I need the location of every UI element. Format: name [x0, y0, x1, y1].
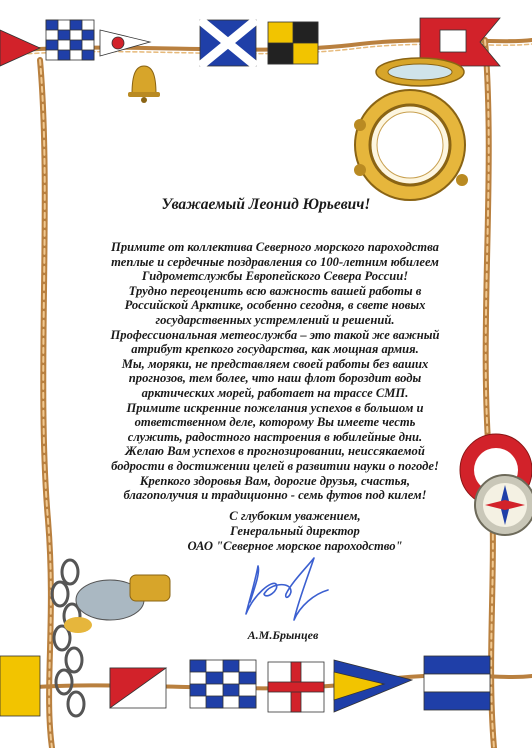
handwritten-signature — [228, 554, 338, 628]
ship-bell-illustration — [128, 66, 160, 103]
closing-line: ОАО "Северное морское пароходство" — [187, 539, 403, 553]
porthole-illustration — [354, 58, 468, 200]
letter-body-line: теплые и сердечные поздравления со 100-летним юбилеем — [111, 254, 439, 269]
letter-body-line: Примите искренние пожелания успехов в большом и — [126, 400, 424, 415]
letter-body-line: Примите от коллектива Северного морского пароходства — [111, 240, 439, 254]
letter-greeting: Уважаемый Леонид Юрьевич! — [161, 196, 371, 213]
letter-body-line: арктических морей, работает на трассе СМП. — [141, 385, 409, 400]
letter-body-line: благополучия и традиционно - семь футов под килем! — [123, 488, 427, 503]
letter-closing — [160, 509, 430, 554]
letter-body-line: Гидрометслужбы Европейского Севера России! — [141, 269, 409, 284]
closing-line: С глубоким уважением, — [229, 509, 361, 523]
letter-body — [60, 240, 490, 503]
signatory-name: А.М.Брынцев — [247, 628, 319, 642]
letter-body-line: Профессиональная метеослужба – это такой же важный — [110, 327, 440, 342]
letter-body-line: ответственном деле, которому Вы имеете честь — [134, 415, 416, 430]
anchor-chain-illustration — [52, 560, 84, 716]
letter-body-line: государственных устремлений и решений. — [155, 312, 395, 327]
letter-body-line: Желаю Вам успехов в прогнозировании, неиссякаемой — [125, 444, 425, 459]
letter-body-line: атрибут крепкого государства, как мощная армия. — [131, 342, 419, 357]
letter-body-line: Трудно переоценить всю важность вашей работы в — [128, 283, 422, 298]
gear-fittings-illustration — [64, 575, 170, 633]
letter-body-line: прогнозов, тем более, что наш флот бороздит воды — [128, 371, 422, 386]
letter-body-line: служить, радостного настроения в юбилейные дни. — [127, 429, 423, 444]
letter-body-line: Крепкого здоровья Вам, дорогие друзья, счастья, — [139, 473, 411, 488]
letter-body-line: Мы, моряки, не представляем своей работы без ваших — [121, 356, 429, 371]
closing-line: Генеральный директор — [230, 524, 360, 538]
letter-body-line: бодрости в достижении целей в развитии науки о погоде! — [111, 458, 439, 473]
letter-body-line: Российской Арктике, особенно сегодня, в свете новых — [124, 298, 426, 313]
